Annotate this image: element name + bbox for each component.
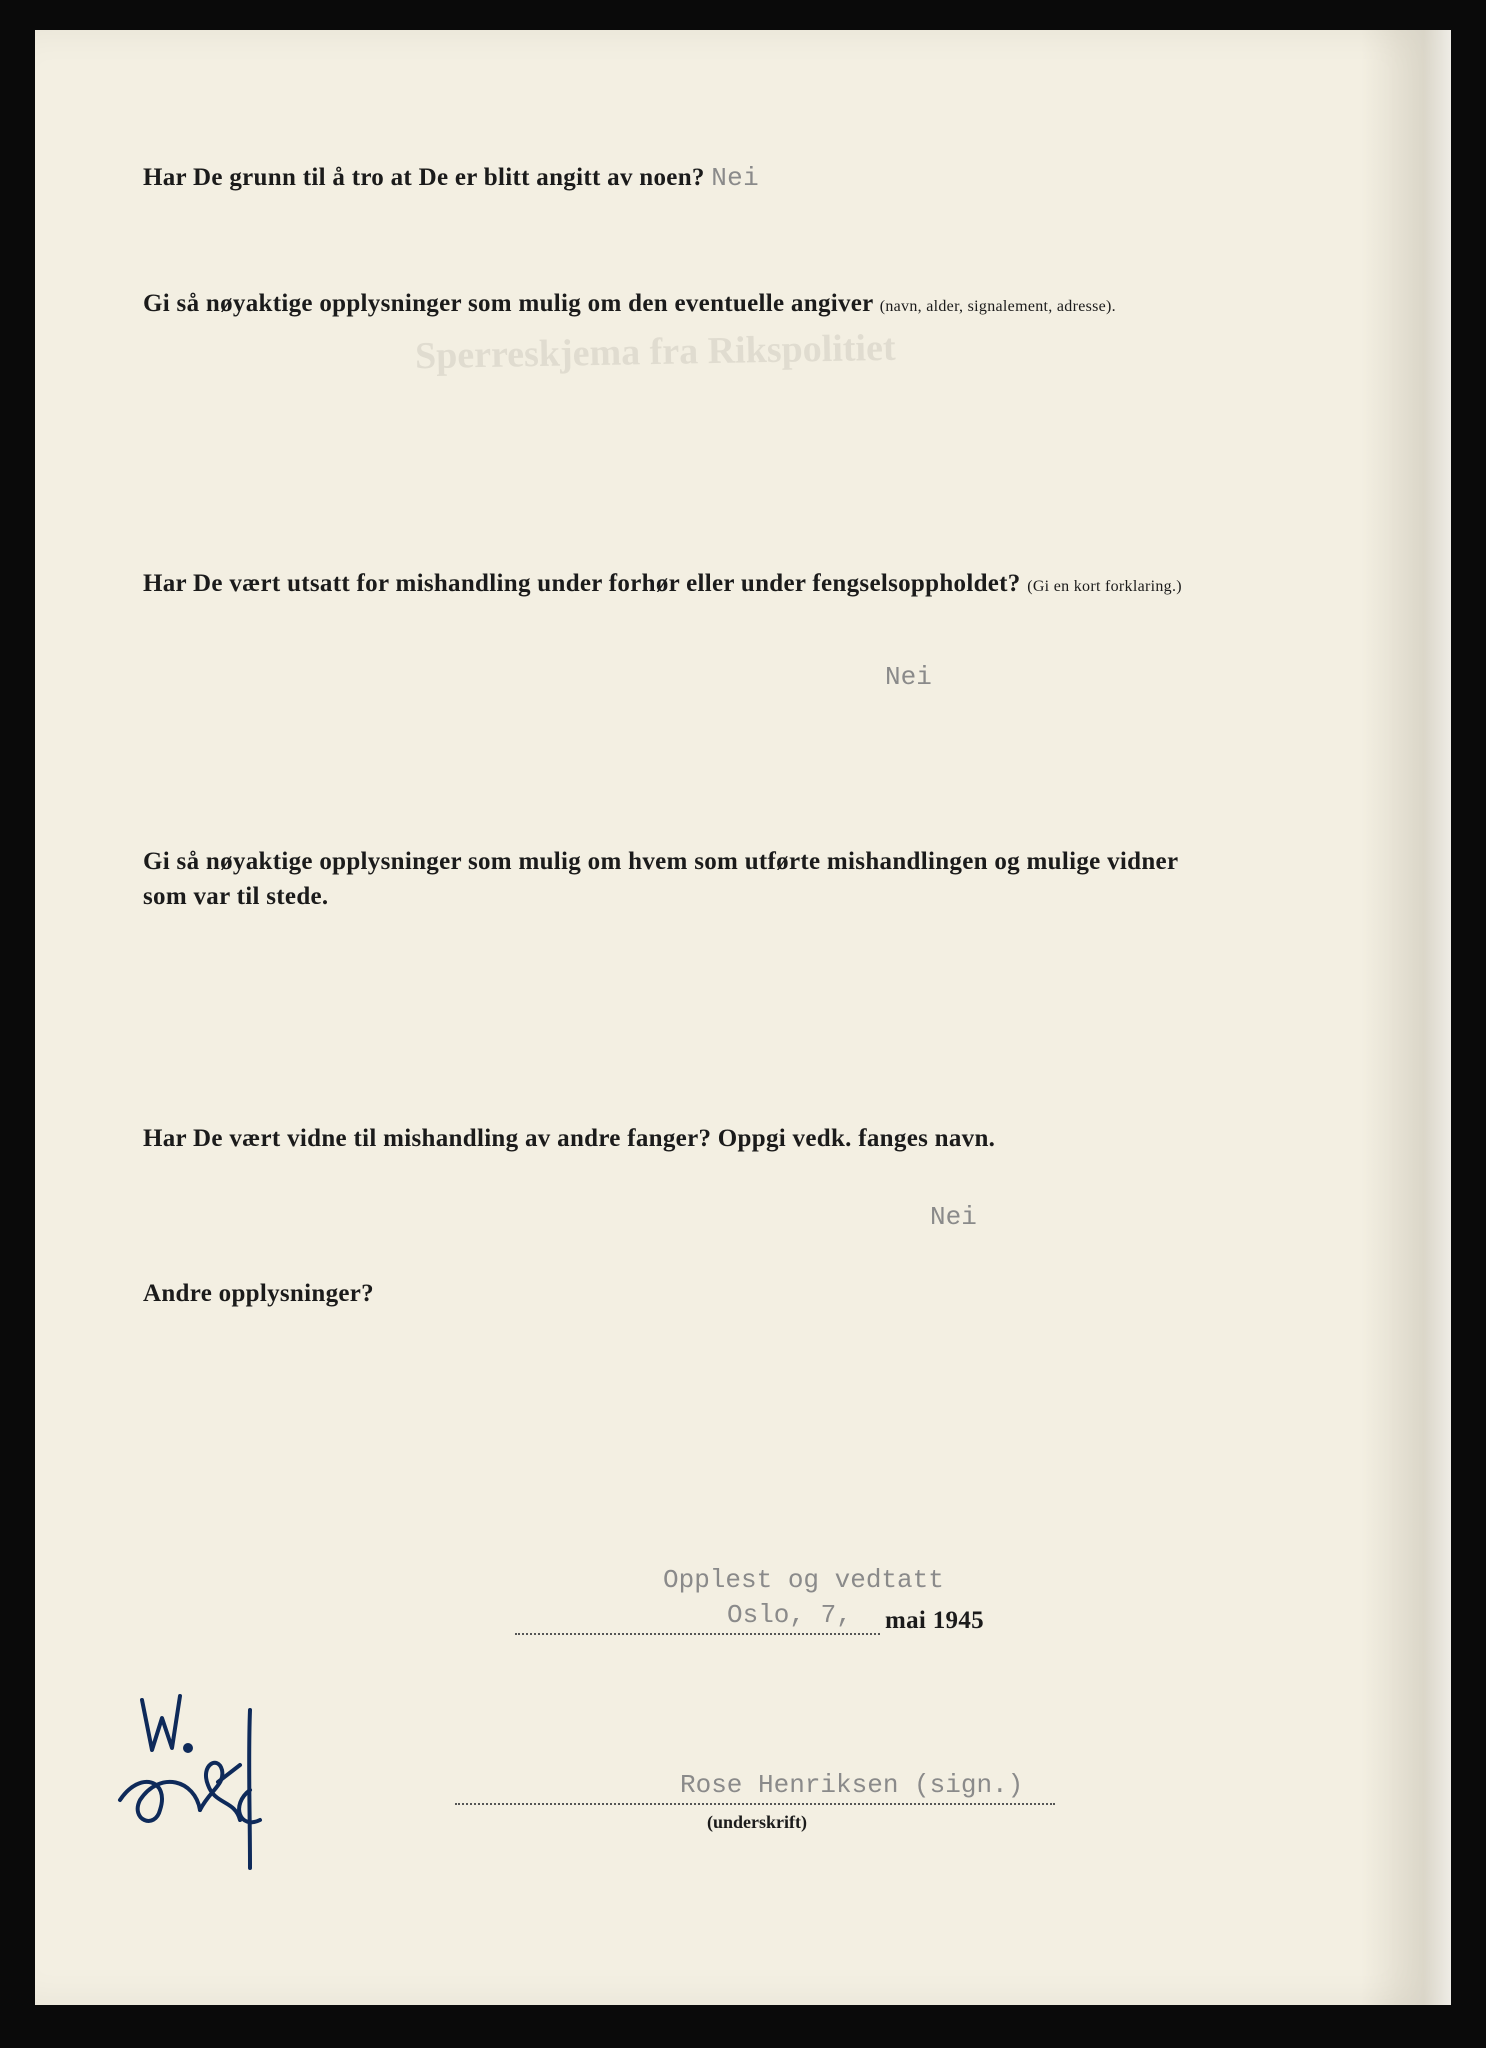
question-1	[143, 163, 759, 193]
signature-name: Rose Henriksen (sign.)	[680, 1770, 1024, 1800]
date-dotted-line	[515, 1633, 880, 1635]
month-year: mai 1945	[885, 1607, 984, 1634]
question-5: Har De vært vidne til mishandling av andre fanger? Oppgi vedk. fanges navn.	[143, 1125, 996, 1152]
question-2	[143, 290, 1116, 318]
question-2-text: Gi så nøyaktige opplysninger som mulig om den eventuelle angiver	[143, 290, 874, 317]
question-3-note: (Gi en kort forklaring.)	[1027, 578, 1182, 595]
question-5-answer: Nei	[930, 1202, 977, 1232]
signature-label: (underskrift)	[707, 1812, 807, 1832]
question-2-note: (navn, alder, signalement, adresse).	[879, 298, 1116, 315]
question-1-answer: Nei	[711, 163, 759, 193]
question-4-line-2: som var til stede.	[143, 883, 329, 910]
handwritten-initials	[100, 1670, 300, 1890]
question-3-answer: Nei	[885, 662, 932, 692]
signature-dotted-line	[455, 1803, 1055, 1805]
place-and-day: Oslo, 7,	[727, 1600, 852, 1630]
question-4-line-1: Gi så nøyaktige opplysninger som mulig om hvem som utførte mishandlingen og mulige vidner	[143, 848, 1179, 875]
bleed-through-text: Sperreskjema fra Rikspolitiet	[414, 326, 896, 378]
question-1-text: Har De grunn til å tro at De er blitt angitt av noen?	[143, 164, 705, 191]
read-and-accepted-stamp: Opplest og vedtatt	[663, 1565, 944, 1595]
page-edge-shadow	[1361, 30, 1451, 2005]
question-3-text: Har De vært utsatt for mishandling under forhør eller under fengselsoppholdet?	[143, 570, 1021, 597]
question-6: Andre opplysninger?	[143, 1280, 374, 1307]
question-3	[143, 570, 1182, 598]
document-page	[35, 30, 1451, 2005]
